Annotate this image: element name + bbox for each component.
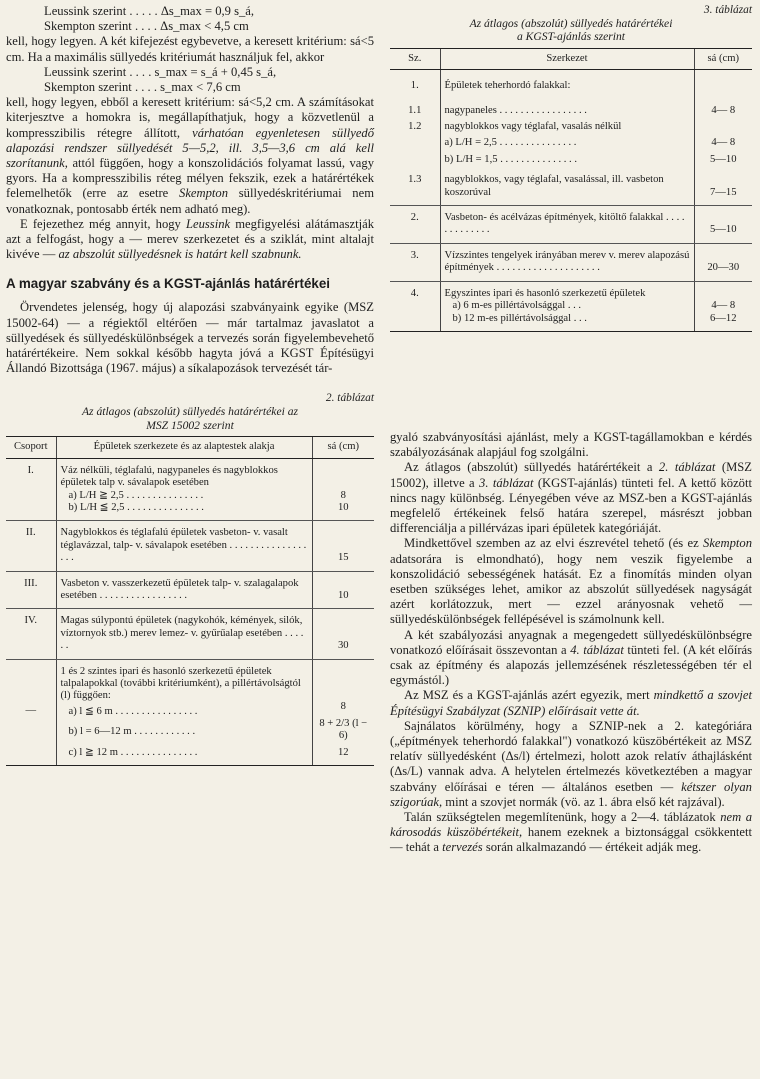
table-row: 2. Vasbeton- és acélvázas építmények, kitöltő falakkal . . . . . . . . . . . . . 5—10 [390,206,752,244]
paragraph: Talán szükségtelen megemlítenünk, hogy a 2—4. táblázatok nem a károsodás küszöbértékeit, hanem ezeknek a biztonsággal csökkentett — tehát a tervezés során alkalmazandó — értékeit adják meg. [390,810,752,855]
paragraph: A két szabályozási anyagnak a megengedett süllyedéskülönbségre vonatkozó előírásait összevontan a 4. táblázat tünteti fel. (A két előírás csak az építmény és alapozás jellemzésének részletességében tér el egymástól.) [390,627,753,688]
table-row: b) L/H = 1,5 . . . . . . . . . . . . . . . 5—10 [390,152,752,168]
table-row: 3. Vízszintes tengelyek irányában merev v. merev alapozású építmények . . . . . . . . . . . . . . . . . . . . 20—30 [390,243,752,281]
table-2-subtitle: MSZ 15002 szerint [146,418,234,432]
table-row: 1.2 nagyblokkos vagy téglafal, vasalás nélkül [390,119,752,135]
paragraph: Az MSZ és a KGST-ajánlás azért egyezik, mert mindkettő a szovjet Építésügyi Szabályzat (SZNIP) előírásait vette át. [390,688,752,718]
table-header: sá (cm) [694,48,752,69]
table-3-caption: 3. táblázat [703,4,752,16]
table-header: Épületek szerkezete és az alaptestek alakja [56,437,312,458]
paragraph: kell, hogy legyen. A két kifejezést egybevetve, a keresett kritérium: sá<5 cm. Ha a maximális süllyedés kritériumát használjuk fel, akkor [6,34,374,64]
paragraph: Sajnálatos körülmény, hogy a SZNIP-nek a 2. kategóriára („építmények teherhordó falakkal") vonatkozó küszöbértékeit az MSZ relatív süllyedésként (Δs/l) értelmezi, holott azok relatív áthajlásként (Δs/L) vannak adva. A helytelen értelmezés következtében a magyar szabvány előírásai e téren — általános esetben — kétszer olyan szigorúak, mint a szovjet normák (vö. az 1. ábra első két rajzával). [390,718,752,809]
table-header: Szerkezet [440,48,694,69]
table-row: I. Váz nélküli, téglafalú, nagypaneles és nagyblokkos épületek talp v. sávalapok esetében a) L/H ≧ 2,5 . . . . . . . . . . . . . . . b) L/H ≦ 2,5 . . . . . . . . . . . . . . . 8 10 [6,458,374,521]
table-2 [6,436,374,766]
right-column-text [390,430,752,856]
table-row: — 1 és 2 szintes ipari és hasonló szerkezetű épületek talpalapokkal (további kritériumként), a pillértávolságtól (l) függően: a) l ≦ 6 m . . . . . . . . . . . . . . . . b) l = 6—12 m . . . . . . . . . . . . c) l ≧ 12 m . . . . . . . . . . . . . . . 8 8 + 2/3 (l − 6) 12 [6,659,374,765]
table-3-title: Az átlagos (abszolút) süllyedés határértékei [469,17,673,30]
paragraph: Az átlagos (abszolút) süllyedés határértékeit a 2. táblázat (MSZ 15002), illetve a 3. táblázat (KGST-ajánlás) tünteti fel. A kettő között nincs nagy különbség. Lényegében véve az MSZ-ben a KGST-ajánlás megfelelő értékeinek felső határa szerepel, másrészt jobban differenciálja a pillérvázas ipari épületek kategóriáját. [390,460,752,536]
table-header: Sz. [390,48,440,69]
table-3 [390,48,752,332]
formula-skempton-1: Skempton szerint . . . . Δs_max < 4,5 cm [44,19,249,34]
paragraph: kell, hogy legyen, ebből a keresett kritérium: sá<5,2 cm. A számításokat kiterjesztve a homokra is, megállapíthatjuk, hogy a közvetlenül a kompresszibilis rétegre állított, várhatóan egyenletesen süllyedő alapozási rendszer süllyedését 5—5,2, ill. 3,5—3,6 cm alá kell szorítanunk, attól függően, hogy a konszolidációs folyamat lassú, vagy gyors. Ha a kompresszibilis réteg mélyen fekszik, ezek a határértékek felemelhetők (erre az esetre Skempton süllyedéskritériumai nem vonatkoznak, pontosabb érték nem adható meg). [6,95,374,216]
table-row: II. Nagyblokkos és téglafalú épületek vasbeton- v. vasalt téglavázzal, talp- v. sávalapok esetében . . . . . . . . . . . . . . . . . . 15 [6,521,374,571]
left-column [6,4,374,766]
table-3-subtitle: a KGST-ajánlás szerint [516,30,625,44]
table-row: 1. Épületek teherhordó falakkal: [390,70,752,103]
section-heading: A magyar szabvány és a KGST-ajánlás határértékei [6,276,331,292]
table-header: sá (cm) [312,437,374,458]
table-header: Csoport [6,437,56,458]
paragraph: Mindkettővel szemben az az elvi észrevétel tehető (és ez Skempton adatsorára is elmondható), hogy nem veszik figyelembe a konszolidáció sebességének hatását. Ez a finomítás minden olyan esetben szükséges lehet, amikor az abszolút süllyedések nagyságát azért korlátozzuk, mert — ezzel arányosnak vehető — süllyedéskülönbségek fellépésével is számolnunk kell. [390,536,752,627]
formula-leussink-1: Leussink szerint . . . . . Δs_max = 0,9 s_á, [44,4,255,18]
table-2-title: Az átlagos (abszolút) süllyedés határértékei az [81,405,299,419]
formula-leussink-2: Leussink szerint . . . . s_max = s_á + 0,45 s_á, [44,64,277,79]
paragraph: E fejezethez még annyit, hogy Leussink megfigyelési alátámasztják azt a felfogást, hogy a — merev szerkezetet és a sziklát, mint altalajt kivéve — az abszolút süllyedésnek is határt kell szabnunk. [6,216,374,262]
table-2-caption: 2. táblázat [325,392,374,405]
table-row: IV. Magas súlypontú épületek (nagykohók, kémények, silók, víztornyok stb.) merev lemez- v. gyűrűalap esetében . . . . . . 30 [6,609,374,659]
right-column-top [390,4,752,332]
table-row: III. Vasbeton v. vasszerkezetű épületek talp- v. szalagalapok esetében . . . . . . . . . . . . . . . . . 10 [6,571,374,609]
table-row: 1.3 nagyblokkos, vagy téglafal, vasalással, ill. vasbeton koszorúval 7—15 [390,168,752,205]
formula-skempton-2: Skempton szerint . . . . s_max < 7,6 cm [44,80,241,95]
paragraph: gyaló szabványosítási ajánlást, mely a KGST-tagállamokban e kérdés szabályozásának alapjául fog szolgálni. [390,430,752,460]
table-row: 4. Egyszintes ipari és hasonló szerkezetű épületek a) 6 m-es pillértávolsággal . . . b) 12 m-es pillértávolsággal . . . 4— 8 6—12 [390,281,752,331]
paragraph: Örvendetes jelenség, hogy új alapozási szabványaink egyike (MSZ 15002-64) — a régiektől eltérően — már tartalmaz javaslatot a süllyedések és süllyedéskülönbségek a tervezés során figyelembevehető határértékeire. Nem sokkal később hagyta jóvá a KGST Építésügyi Állandó Bizottsága (1967. május) a síkalapozások tervezését tár- [6,300,374,376]
table-row: 1.1 nagypaneles . . . . . . . . . . . . . . . . . 4— 8 [390,103,752,119]
table-row: a) L/H = 2,5 . . . . . . . . . . . . . . . 4— 8 [390,135,752,151]
